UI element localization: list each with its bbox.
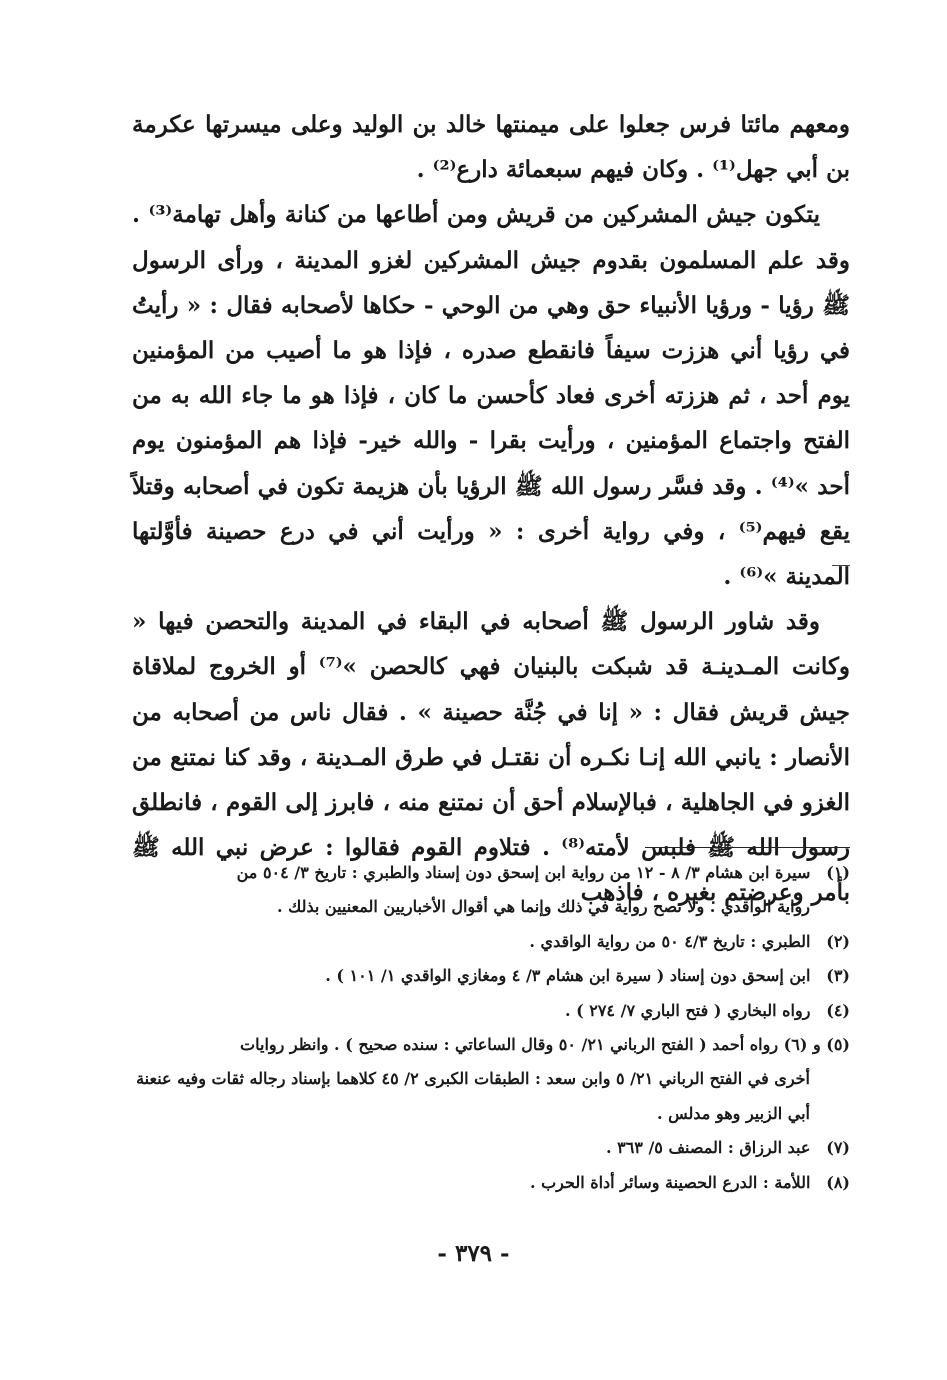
footnote-continuation: أخرى في الفتح الرباني ٢١/ ٥ وابن سعد : الطبقات الكبرى ٢/ ٤٥ كلاهما بإسناد رجاله ثقات وفيه عنعنة أبي الزبير وهو مدلس . bbox=[136, 1069, 810, 1123]
margin-mark bbox=[832, 565, 850, 566]
footnote-number: (٣) bbox=[826, 966, 850, 986]
paragraph-2: يتكون جيش المشركين من قريش ومن أطاعها من كنانة وأهل تهامة⁽³⁾ . وقد علم المسلمون بقدوم جيش المشركين لغزو المدينة ، ورأى الرسول ﷺ رؤيا - ورؤيا الأنبياء حق وهي من الوحي - حكاها لأصحابه فقال : « رأيتُ في رؤيا أني هززت سيفاً فانقطع صدره ، فإذا هو ما أصيب من المؤمنين يوم أحد ، ثم هززته أخرى فعاد كأحسن ما كان ، فإذا هو ما جاء الله به من الفتح واجتماع المؤمنين ، ورأيت بقرا - والله خير- فإذا هم المؤمنون يوم أحد »⁽⁴⁾ . وقد فسَّر رسول الله ﷺ الرؤيا بأن هزيمة تكون في أصحابه وقتلاً يقع فيهم⁽⁵⁾ ، وفي رواية أخرى : « ورأيت أني في درع حصينة فأوَّلتها المدينة »⁽⁶⁾ . bbox=[132, 201, 851, 591]
footnote-number: (٨) bbox=[826, 1172, 850, 1192]
footnote-text: رواه البخاري ( فتح الباري ٧/ ٢٧٤ ) . bbox=[564, 1000, 811, 1020]
footnote-3 bbox=[132, 959, 850, 993]
footnote-5-6 bbox=[132, 1028, 850, 1131]
footnote-8 bbox=[132, 1166, 850, 1200]
footnote-number: (٢) bbox=[826, 931, 850, 951]
footnote-text: رواه أحمد ( الفتح الرباني ٢١/ ٥٠ وقال الساعاتي : سنده صحيح ) . وانظر روايات bbox=[240, 1035, 779, 1055]
footnote-number: (٤) bbox=[826, 1000, 850, 1020]
footnote-1 bbox=[132, 856, 850, 925]
footnote-7 bbox=[132, 1131, 850, 1165]
main-text bbox=[132, 102, 850, 916]
footnote-continuation: رواية الواقدي . ولا تصح رواية في ذلك وإنما هي أقوال الأخباريين المعنيين بذلك . bbox=[276, 897, 810, 917]
footnote-number: (٧) bbox=[826, 1138, 850, 1158]
footnote-text: اللأمة : الدرع الحصينة وسائر أداة الحرب . bbox=[529, 1172, 811, 1192]
footnote-number: (٥) و (٦) bbox=[783, 1035, 850, 1055]
footnote-separator bbox=[645, 847, 850, 848]
footnote-number: (١) bbox=[826, 863, 850, 882]
paragraph-3: وقد شاور الرسول ﷺ أصحابه في البقاء في المدينة والتحصن فيها « وكانت المـدينـة قد شبكت بالبنيان فهي كالحصن »⁽⁷⁾ أو الخروج لملاقاة جيش قريش فقال : « إنا في جُنَّة حصينة » . فقال ناس من أصحابه من الأنصار : يانبي الله إنـا نكـره أن نقتـل في طرق المـدينة ، وقد كنا نمتنع من الغزو في الجاهلية ، فبالإسلام أحق أن نمتنع منه ، فابرز إلى القوم ، فانطلق رسول الله ﷺ فلبس لأمته⁽⁸⁾ . فتلاوم القوم فقالوا : عرض نبي الله ﷺ بأمر وعرضتم بغيره ، فاذهب bbox=[132, 608, 850, 907]
footnotes bbox=[132, 856, 850, 1200]
footnote-text: ابن إسحق دون إسناد ( سيرة ابن هشام ٣/ ٤ ومغازي الواقدي ١/ ١٠١ ) . bbox=[325, 966, 811, 986]
paragraph-1: ومعهم مائتا فرس جعلوا على ميمنتها خالد بن الوليد وعلى ميسرتها عكرمة بن أبي جهل⁽¹⁾ . وكان فيهم سبعمائة دارع⁽²⁾ . bbox=[132, 111, 850, 184]
footnote-2 bbox=[132, 925, 850, 959]
footnote-text: الطبري : تاريخ ٤/٣ ٥٠ من رواية الواقدي . bbox=[529, 931, 811, 951]
footnote-text: عبد الرزاق : المصنف ٥/ ٣٦٣ . bbox=[605, 1138, 811, 1158]
footnote-4 bbox=[132, 994, 850, 1028]
footnote-text: سيرة ابن هشام ٣/ ٨ - ١٢ من رواية ابن إسحق دون إسناد والطبري : تاريخ ٣/ ٥٠٤ من bbox=[236, 863, 811, 882]
page-number: - ٣٧٩ - bbox=[437, 1240, 510, 1267]
